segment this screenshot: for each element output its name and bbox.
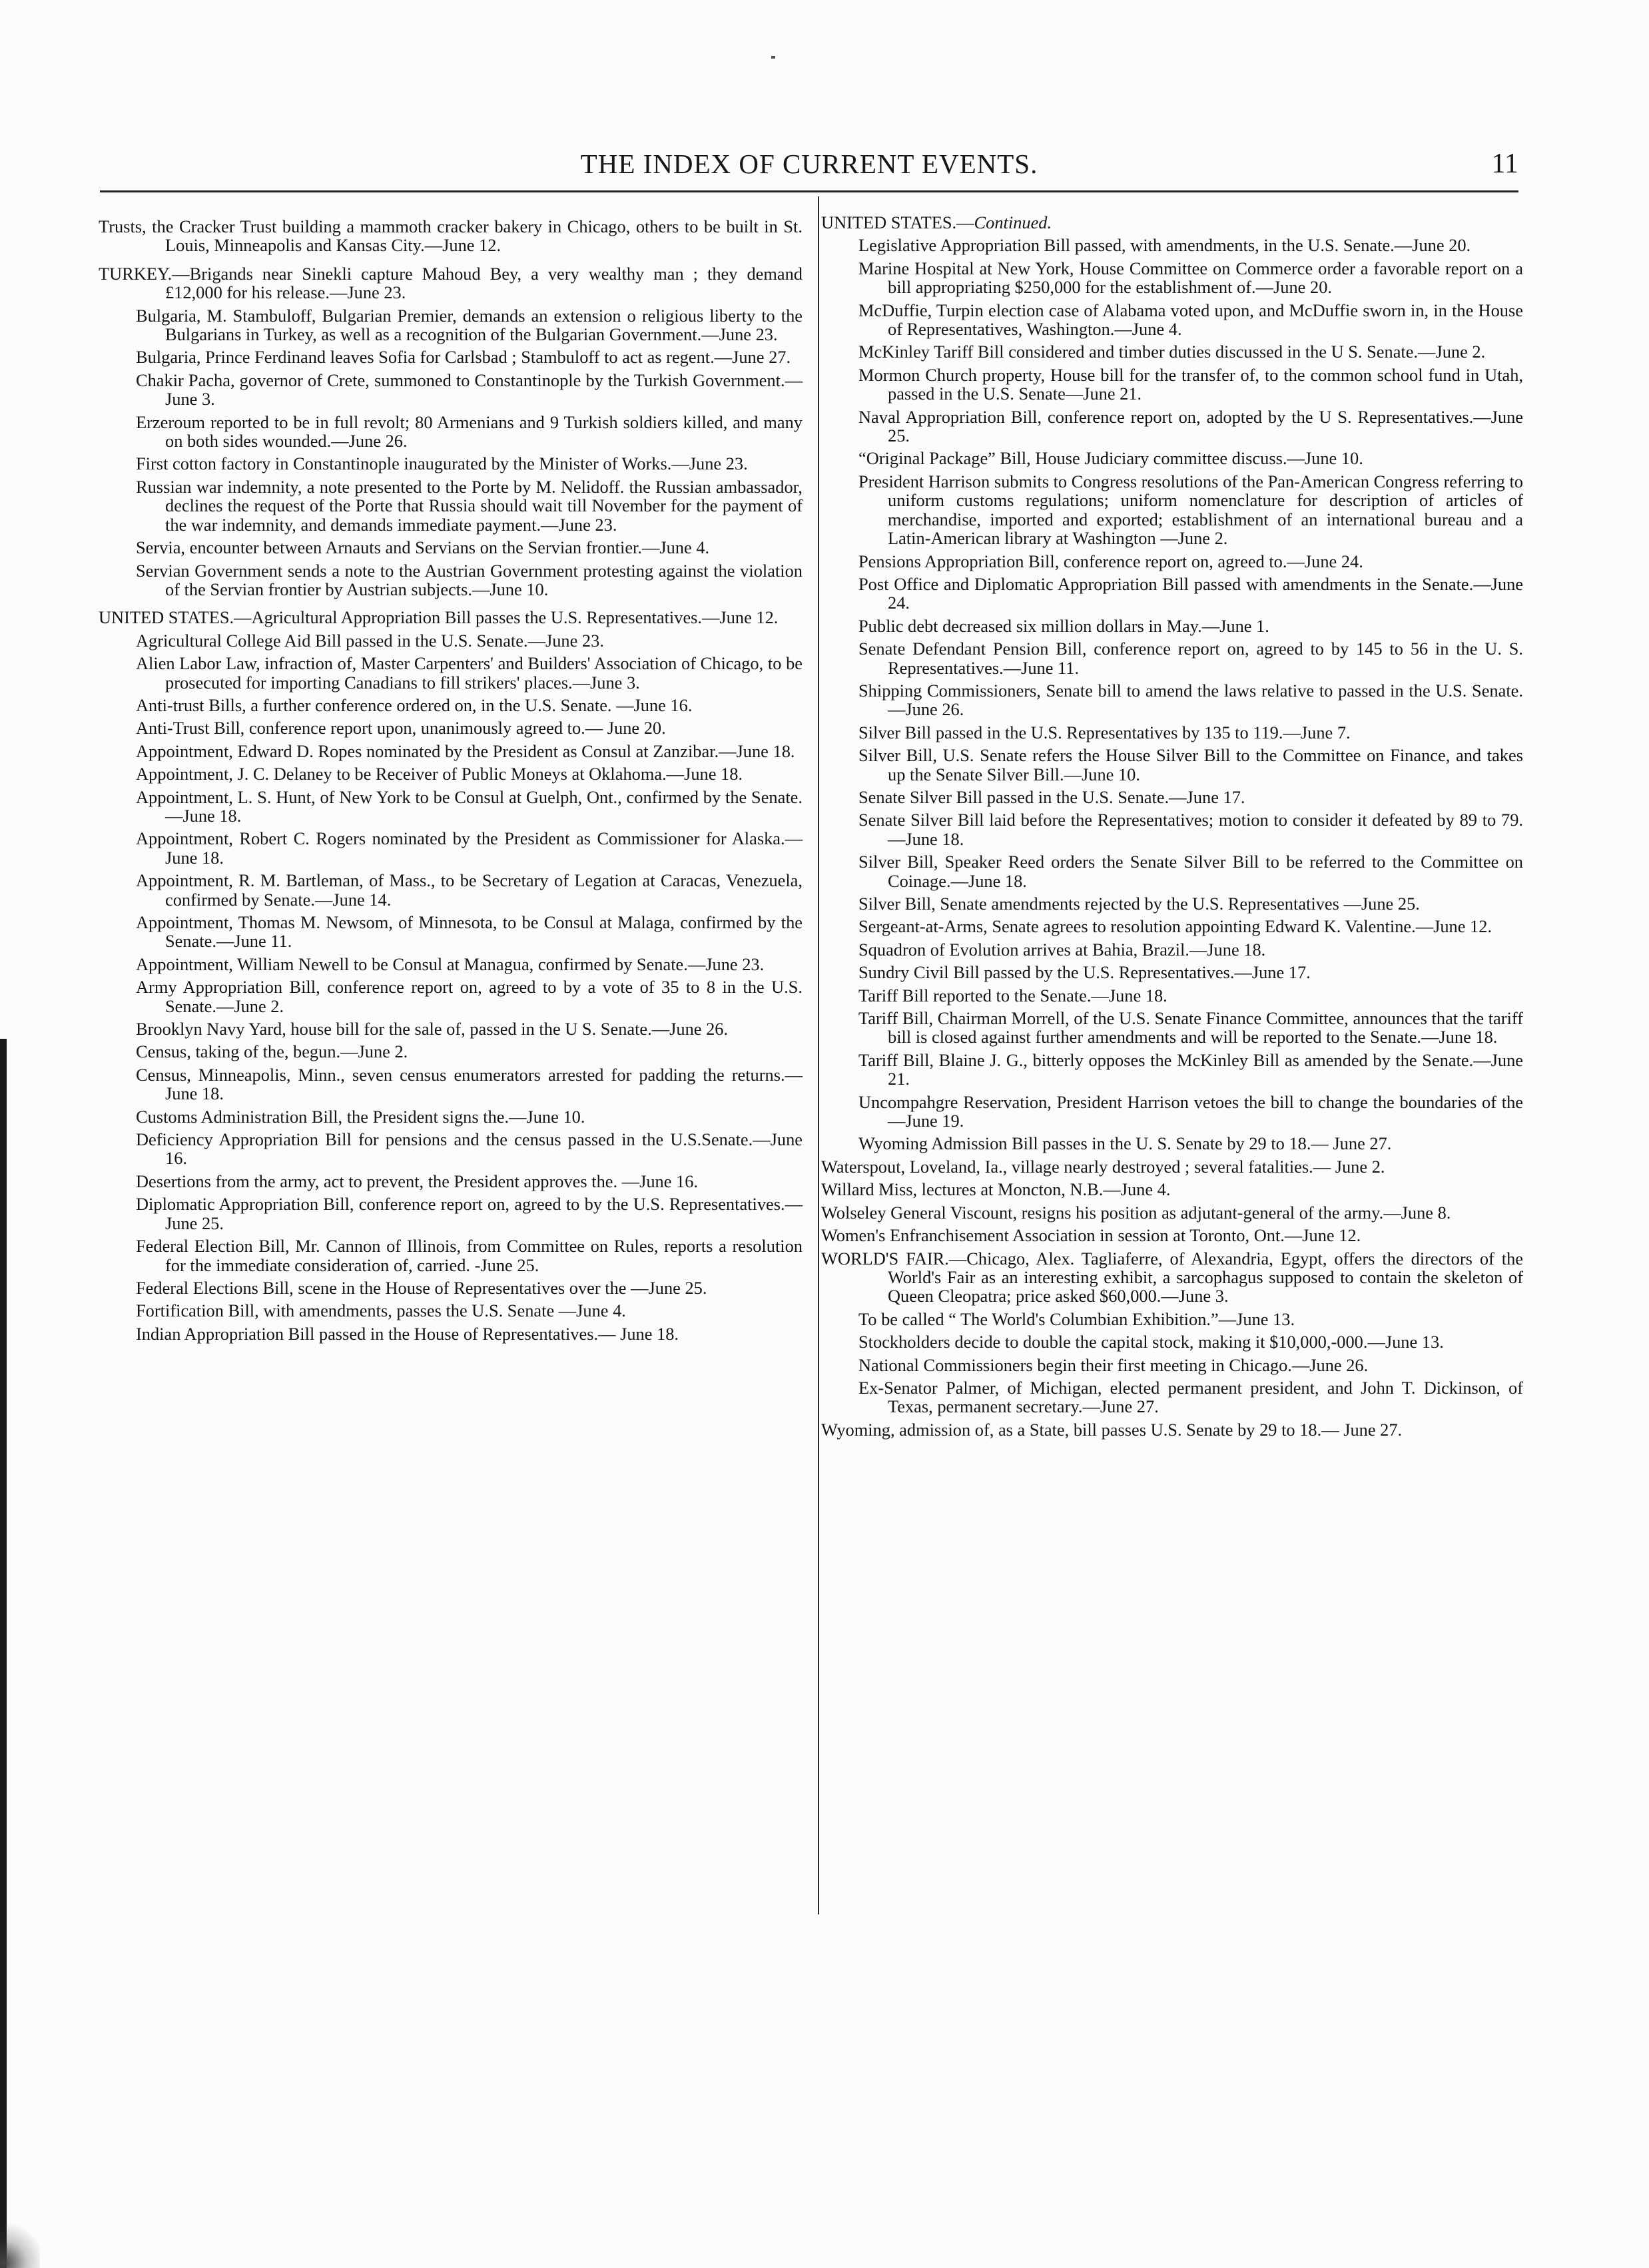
index-entry: Wyoming Admission Bill passes in the U. S. Senate by 29 to 18.— June 27. (858, 1133, 1392, 1154)
index-entry: Federal Elections Bill, scene in the House of Representatives over the —June 25. (136, 1277, 707, 1298)
index-entry: Senate Defendant Pension Bill, conference report on, agreed to by 145 to 56 in the U. S. Representatives.—June 11. (858, 639, 1523, 678)
running-header (100, 148, 1518, 188)
page-title: THE INDEX OF CURRENT EVENTS. (580, 148, 1038, 179)
index-entry: Legislative Appropriation Bill passed, with amendments, in the U.S. Senate.—June 20. (858, 235, 1471, 256)
left-column (99, 213, 803, 1343)
index-entry: Mormon Church property, House bill for the transfer of, to the common school fund in Utah, passed in the U.S. Senate—June 21. (858, 364, 1523, 404)
index-entry: Silver Bill passed in the U.S. Representatives by 135 to 119.—June 7. (858, 722, 1351, 742)
index-entry: President Harrison submits to Congress resolutions of the Pan-American Congress referring to uniform customs regulations; uniform nomenclature for description of articles of merchandise, imported and exported; establishment of an international bureau and a Latin-American library at Washington —June 2. (858, 471, 1523, 549)
index-entry: Tariff Bill reported to the Senate.—June 18. (858, 985, 1167, 1005)
index-entry: Census, taking of the, begun.—June 2. (136, 1041, 408, 1062)
index-entry: Russian war indemnity, a note presented to the Porte by M. Nelidoff. the Russian ambassador, declines the request of the Porte that Russia should wait till November for the payment of the war indemnity, and demands immediate payment.—June 23. (136, 476, 803, 535)
index-entry: McKinley Tariff Bill considered and timber duties discussed in the U S. Senate.—June 2. (858, 342, 1486, 362)
index-entry: Waterspout, Loveland, Ia., village nearly destroyed ; several fatalities.— June 2. (821, 1156, 1385, 1177)
index-entry: Squadron of Evolution arrives at Bahia, Brazil.—June 18. (858, 939, 1266, 960)
index-entry: Uncompahgre Reservation, President Harrison vetoes the bill to change the boundaries of the —June 19. (858, 1091, 1523, 1131)
page-corner-shadow (0, 2217, 40, 2268)
index-entry: TURKEY.—Brigands near Sinekli capture Mahoud Bey, a very wealthy man ; they demand £12,000 for his release.—June 23. (99, 263, 803, 303)
index-entry: Desertions from the army, act to prevent, the President approves the. —June 16. (136, 1171, 699, 1191)
continued-label: Continued. (974, 212, 1052, 232)
index-entry: Tariff Bill, Blaine J. G., bitterly opposes the McKinley Bill as amended by the Senate.—June 21. (858, 1049, 1523, 1089)
index-entry: Chakir Pacha, governor of Crete, summoned to Constantinople by the Turkish Government.—June 3. (136, 370, 803, 410)
index-entry: Appointment, Robert C. Rogers nominated by the President as Commissioner for Alaska.—June 18. (136, 828, 803, 868)
page-edge-shadow (0, 1039, 7, 2268)
index-entry: “Original Package” Bill, House Judiciary committee discuss.—June 10. (858, 448, 1363, 469)
index-entry: Brooklyn Navy Yard, house bill for the sale of, passed in the U S. Senate.—June 26. (136, 1019, 729, 1039)
index-entry: Silver Bill, Senate amendments rejected by the U.S. Representatives —June 25. (858, 894, 1420, 914)
section-heading-label: UNITED STATES.— (821, 212, 974, 232)
right-column (821, 213, 1523, 1439)
index-entry: Bulgaria, Prince Ferdinand leaves Sofia for Carlsbad ; Stambuloff to act as regent.—June 27. (136, 347, 791, 368)
index-entry: Shipping Commissioners, Senate bill to amend the laws relative to passed in the U.S. Senate.—June 26. (858, 680, 1523, 720)
index-entry: Appointment, L. S. Hunt, of New York to be Consul at Guelph, Ont., confirmed by the Senate.—June 18. (136, 786, 803, 826)
index-entry: Appointment, William Newell to be Consul at Managua, confirmed by Senate.—June 23. (136, 954, 765, 974)
index-entry: Senate Silver Bill passed in the U.S. Senate.—June 17. (858, 786, 1245, 807)
index-entry: Marine Hospital at New York, House Committee on Commerce order a favorable report on a bill appropriating $250,000 for the establishment of.—June 20. (858, 258, 1523, 298)
index-entry: Naval Appropriation Bill, conference report on, adopted by the U S. Representatives.—June 25. (858, 406, 1523, 446)
page-number: 11 (1491, 148, 1518, 179)
index-entry: Ex-Senator Palmer, of Michigan, elected permanent president, and John T. Dickinson, of Texas, permanent secretary.—June 27. (858, 1377, 1523, 1417)
index-entry: Agricultural College Aid Bill passed in the U.S. Senate.—June 23. (136, 630, 604, 651)
index-entry: Trusts, the Cracker Trust building a mammoth cracker bakery in Chicago, others to be built in St. Louis, Minneapolis and Kansas City.—June 12. (99, 216, 803, 256)
index-entry: Anti-trust Bills, a further conference ordered on, in the U.S. Senate. —June 16. (136, 695, 693, 715)
index-entry: Bulgaria, M. Stambuloff, Bulgarian Premier, demands an extension o religious liberty to the Bulgarians in Turkey, as well as a recognition of the Bulgarian Government.—June 23. (136, 305, 803, 345)
index-entry: Appointment, Edward D. Ropes nominated by the President as Consul at Zanzibar.—June 18. (136, 740, 795, 761)
index-entry: WORLD'S FAIR.—Chicago, Alex. Tagliaferre, of Alexandria, Egypt, offers the directors of the World's Fair as an interesting exhibit, a sarcophagus supposed to contain the skeleton of Queen Cleopatra; price asked $60,000.—June 3. (821, 1248, 1523, 1306)
index-entry: Silver Bill, U.S. Senate refers the House Silver Bill to the Committee on Finance, and takes up the Senate Silver Bill.—June 10. (858, 745, 1523, 784)
index-entry: Servian Government sends a note to the Austrian Government protesting against the violation of the Servian frontier by Austrian subjects.—June 10. (136, 560, 803, 599)
index-entry: UNITED STATES.—Agricultural Appropriation Bill passes the U.S. Representatives.—June 12. (99, 607, 779, 628)
index-entry: Wyoming, admission of, as a State, bill passes U.S. Senate by 29 to 18.— June 27. (821, 1419, 1403, 1440)
index-entry: Army Appropriation Bill, conference report on, agreed to by a vote of 35 to 8 in the U.S. Senate.—June 2. (136, 977, 803, 1016)
index-entry: Silver Bill, Speaker Reed orders the Senate Silver Bill to be referred to the Committee on Coinage.—June 18. (858, 852, 1523, 891)
index-entry: Wolseley General Viscount, resigns his position as adjutant-general of the army.—June 8. (821, 1202, 1451, 1223)
index-entry: Indian Appropriation Bill passed in the House of Representatives.— June 18. (136, 1323, 679, 1344)
index-entry: Tariff Bill, Chairman Morrell, of the U.S. Senate Finance Committee, announces that the tariff bill is closed against further amendments and will be reported to the Senate.—June 18. (858, 1008, 1523, 1047)
index-entry: Public debt decreased six million dollars in May.—June 1. (858, 615, 1269, 636)
index-entry: McDuffie, Turpin election case of Alabama voted upon, and McDuffie sworn in, in the House of Representatives, Washington.—June 4. (858, 300, 1523, 340)
index-entry: Senate Silver Bill laid before the Representatives; motion to consider it defeated by 89 to 79.—June 18. (858, 810, 1523, 849)
index-entry: Federal Election Bill, Mr. Cannon of Illinois, from Committee on Rules, reports a resolution for the immediate consideration of, carried. -June 25. (136, 1236, 803, 1275)
index-entry: First cotton factory in Constantinople inaugurated by the Minister of Works.—June 23. (136, 453, 748, 474)
index-entry: To be called “ The World's Columbian Exhibition.”—June 13. (858, 1308, 1295, 1329)
index-entry: Women's Enfranchisement Association in session at Toronto, Ont.—June 12. (821, 1225, 1361, 1246)
index-entry: Post Office and Diplomatic Appropriation Bill passed with amendments in the Senate.—June 24. (858, 573, 1523, 613)
index-entry: Appointment, J. C. Delaney to be Receiver of Public Moneys at Oklahoma.—June 18. (136, 764, 743, 784)
index-entry: National Commissioners begin their first meeting in Chicago.—June 26. (858, 1354, 1369, 1375)
index-entry: Appointment, R. M. Bartleman, of Mass., to be Secretary of Legation at Caracas, Venezuela, confirmed by Senate.—June 14. (136, 870, 803, 910)
index-entry: Pensions Appropriation Bill, conference report on, agreed to.—June 24. (858, 551, 1363, 571)
index-entry: Erzeroum reported to be in full revolt; 80 Armenians and 9 Turkish soldiers killed, and many on both sides wounded.—June 26. (136, 412, 803, 451)
section-heading (821, 213, 1523, 232)
index-entry: Appointment, Thomas M. Newsom, of Minnesota, to be Consul at Malaga, confirmed by the Senate.—June 11. (136, 912, 803, 952)
column-divider (818, 196, 819, 1914)
header-rule (100, 190, 1518, 192)
index-entry: Customs Administration Bill, the President signs the.—June 10. (136, 1106, 585, 1127)
right-column-entries (821, 236, 1523, 1439)
index-entry: Alien Labor Law, infraction of, Master Carpenters' and Builders' Association of Chicago, to be prosecuted for importing Canadians to fill strikers' places.—June 3. (136, 653, 803, 693)
index-entry: Servia, encounter between Arnauts and Servians on the Servian frontier.—June 4. (136, 537, 710, 558)
index-entry: Census, Minneapolis, Minn., seven census enumerators arrested for padding the returns.—June 18. (136, 1064, 803, 1104)
index-entry: Diplomatic Appropriation Bill, conference report on, agreed to by the U.S. Representatives.—June 25. (136, 1194, 803, 1233)
print-speck (771, 56, 775, 59)
index-entry: Deficiency Appropriation Bill for pensions and the census passed in the U.S.Senate.—June 16. (136, 1129, 803, 1169)
index-entry: Sundry Civil Bill passed by the U.S. Representatives.—June 17. (858, 962, 1311, 983)
index-entry: Stockholders decide to double the capital stock, making it $10,000,-000.—June 13. (858, 1332, 1444, 1352)
index-entry: Anti-Trust Bill, conference report upon, unanimously agreed to.— June 20. (136, 718, 666, 738)
index-entry: Willard Miss, lectures at Moncton, N.B.—June 4. (821, 1179, 1171, 1200)
index-entry: Fortification Bill, with amendments, passes the U.S. Senate —June 4. (136, 1300, 626, 1321)
index-entry: Sergeant-at-Arms, Senate agrees to resolution appointing Edward K. Valentine.—June 12. (858, 916, 1492, 937)
